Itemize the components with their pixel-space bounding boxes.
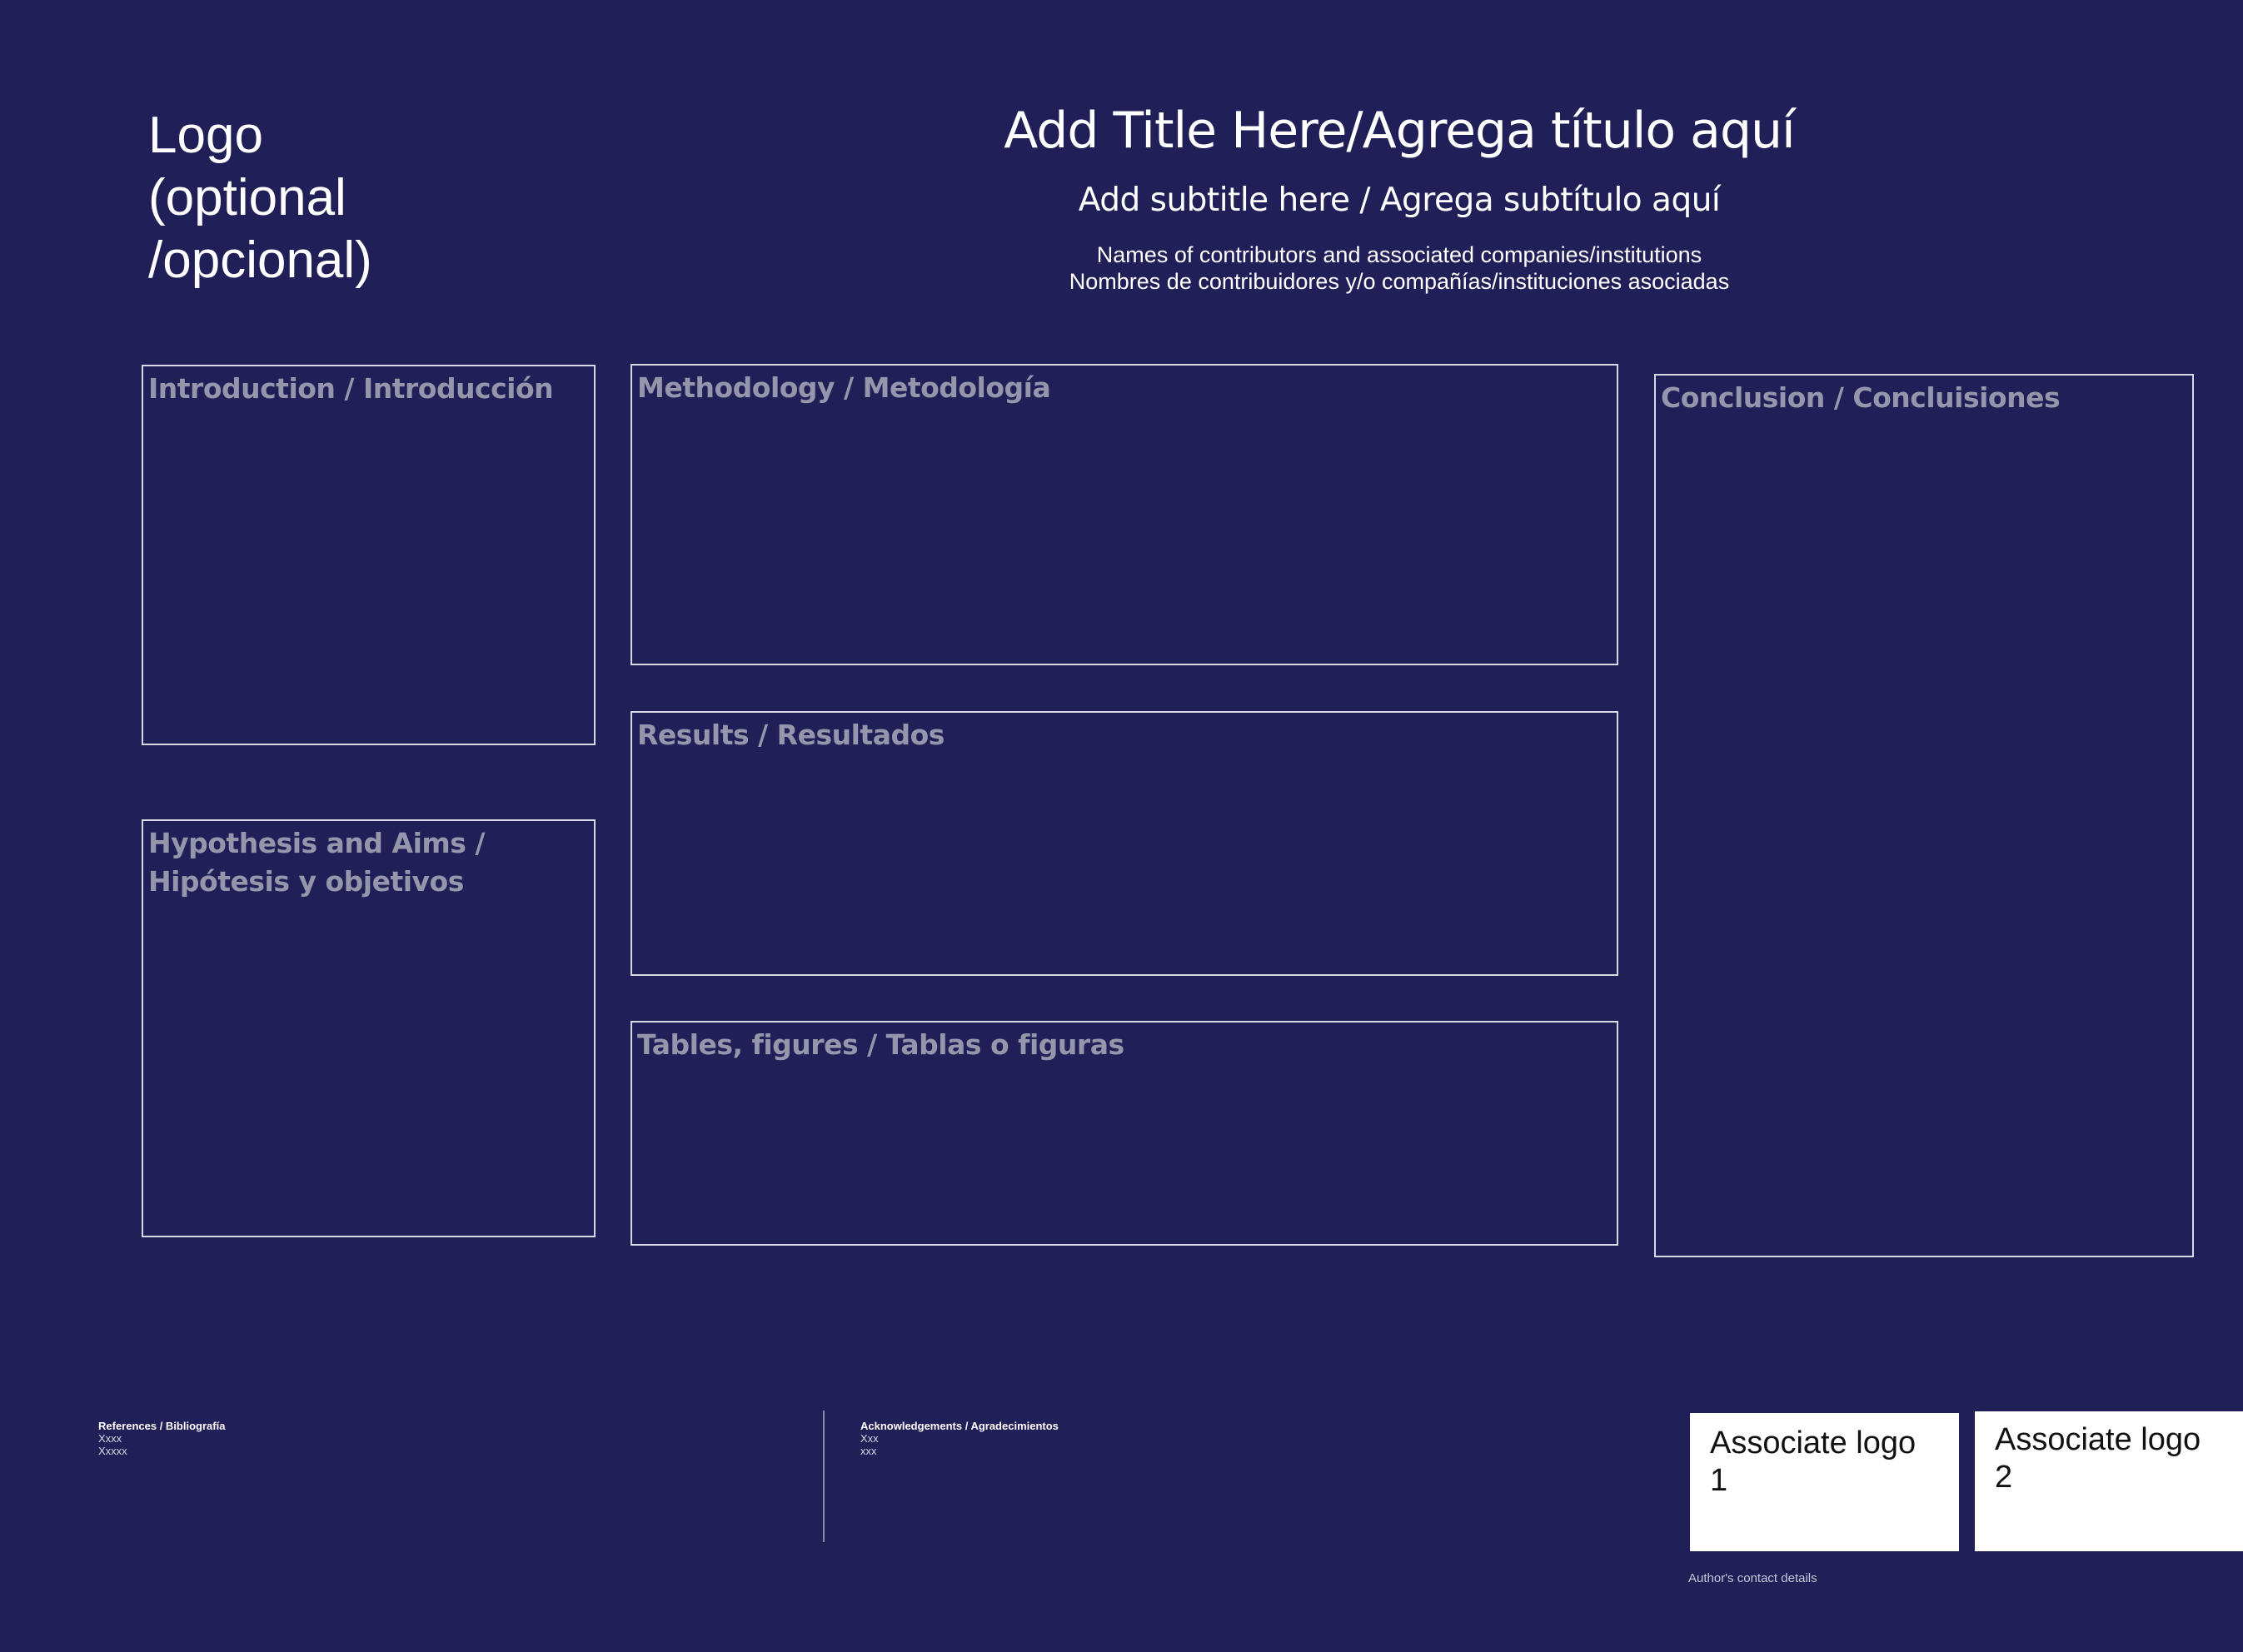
introduction-heading: Introduction / Introducción: [148, 372, 554, 405]
hypothesis-box: [142, 819, 596, 1237]
associate-logo-1: Associate logo 1: [1690, 1413, 1959, 1551]
poster-subtitle: Add subtitle here / Agrega subtítulo aquí: [1078, 182, 1721, 219]
references-block: [98, 1420, 225, 1457]
acknowledgements-block: [860, 1420, 1059, 1457]
methodology-box: [631, 364, 1618, 665]
tables-figures-box: [631, 1021, 1618, 1246]
contributors-es: Nombres de contribuidores y/o compañías/instituciones asociadas: [1069, 269, 1730, 294]
acknowledgements-line: xxx: [860, 1445, 877, 1457]
poster-title: Add Title Here/Agrega título aquí: [1004, 102, 1795, 160]
conclusion-box: [1654, 374, 2194, 1257]
author-contact-details: Author's contact details: [1688, 1571, 1817, 1585]
associate-logo-2: Associate logo 2: [1975, 1411, 2243, 1551]
conclusion-heading: Conclusion / Concluisiones: [1661, 381, 2061, 414]
references-line: Xxxxx: [98, 1445, 127, 1457]
references-line: Xxxx: [98, 1432, 122, 1445]
tables-figures-heading: Tables, figures / Tablas o figuras: [637, 1028, 1124, 1061]
acknowledgements-heading: Acknowledgements / Agradecimientos: [860, 1420, 1059, 1432]
introduction-box: [142, 365, 596, 745]
acknowledgements-line: Xxx: [860, 1432, 879, 1445]
contributors-en: Names of contributors and associated companies/institutions: [1096, 242, 1702, 267]
methodology-heading: Methodology / Metodología: [637, 371, 1051, 404]
results-box: [631, 711, 1618, 976]
hypothesis-heading: Hypothesis and Aims / Hipótesis y objetivos: [148, 827, 485, 898]
footer-divider: [823, 1411, 825, 1542]
logo-placeholder: Logo (optional /opcional): [148, 107, 372, 289]
results-heading: Results / Resultados: [637, 719, 945, 751]
references-heading: References / Bibliografía: [98, 1420, 226, 1432]
